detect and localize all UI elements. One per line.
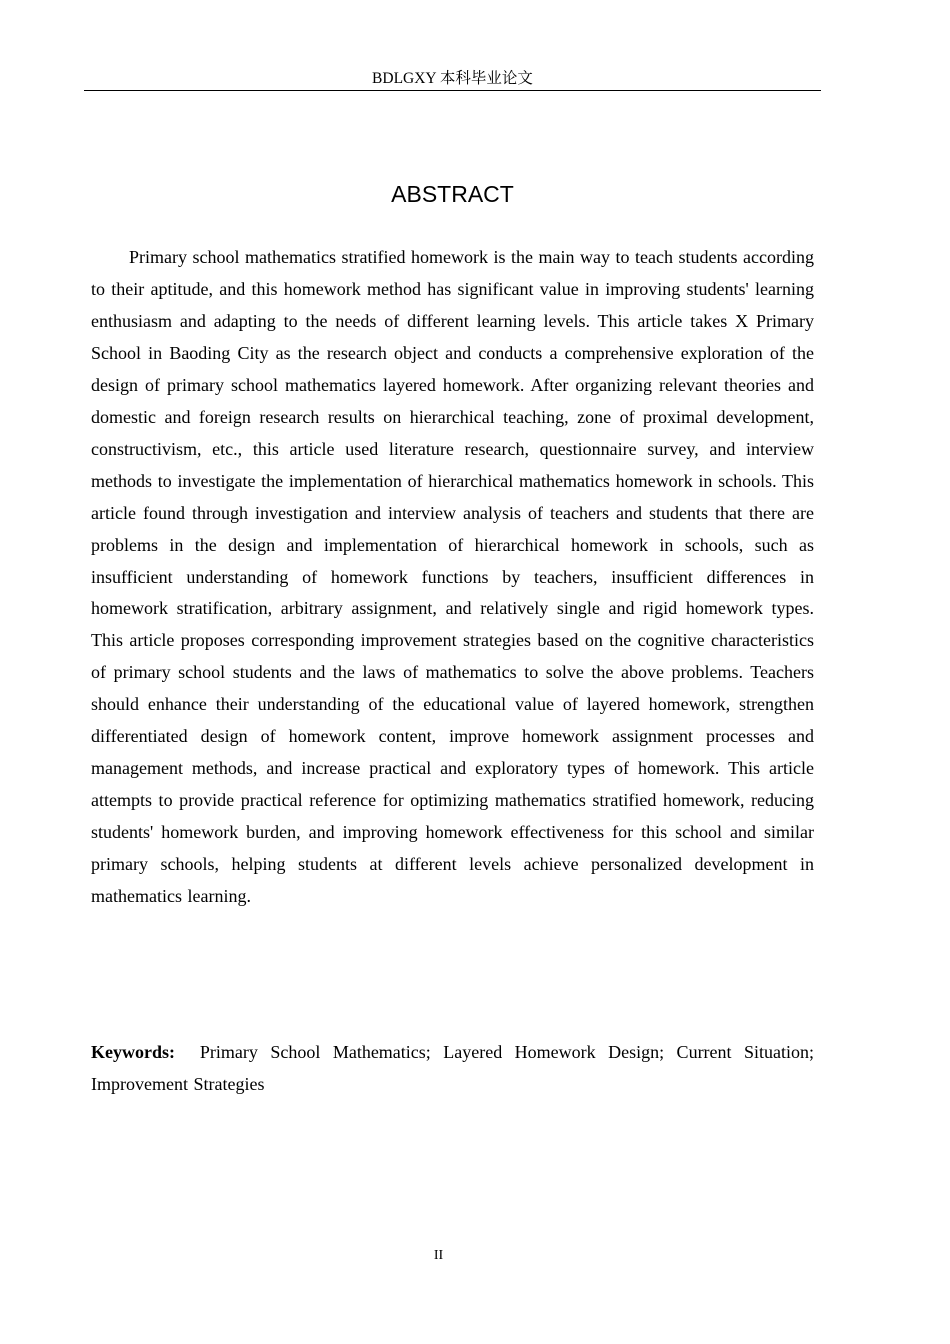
page-number: II <box>433 1248 444 1263</box>
abstract-title: ABSTRACT <box>391 181 514 207</box>
keywords-label: Keywords: <box>91 1042 175 1062</box>
abstract-body: Primary school mathematics stratified homework is the main way to teach students according to their aptitude, and this homework method has significant value in improving students' learning enthusiasm and adapting to the needs of different learning levels. This article takes X Primary School in Baoding City as the research object and conducts a comprehensive exploration of the design of primary school mathematics layered homework. After organizing relevant theories and domestic and foreign research results on hierarchical teaching, zone of proximal development, constructivism, etc., this article used literature research, questionnaire survey, and interview methods to investigate the implementation of hierarchical mathematics homework in schools. This article found through investigation and interview analysis of teachers and students that there are problems in the design and implementation of hierarchical homework in schools, such as insufficient understanding of homework functions by teachers, insufficient differences in homework stratification, arbitrary assignment, and relatively single and rigid homework types. This article proposes corresponding improvement strategies based on the cognitive characteristics of primary school students and the laws of mathematics to solve the above problems. Teachers should enhance their understanding of the educational value of layered homework, strengthen differentiated design of homework content, improve homework assignment processes and management methods, and increase practical and exploratory types of homework. This article attempts to provide practical reference for optimizing mathematics stratified homework, reducing students' homework burden, and improving homework effectiveness for this school and similar primary schools, helping students at different levels achieve personalized development in mathematics learning. <box>91 247 814 907</box>
header-text: BDLGXY 本科毕业论文 <box>372 70 533 87</box>
keywords-paragraph <box>91 1036 814 1100</box>
page-header <box>84 68 821 91</box>
keywords-text: Primary School Mathematics; Layered Homework Design; Current Situation; Improvement Strategies <box>91 1042 815 1094</box>
